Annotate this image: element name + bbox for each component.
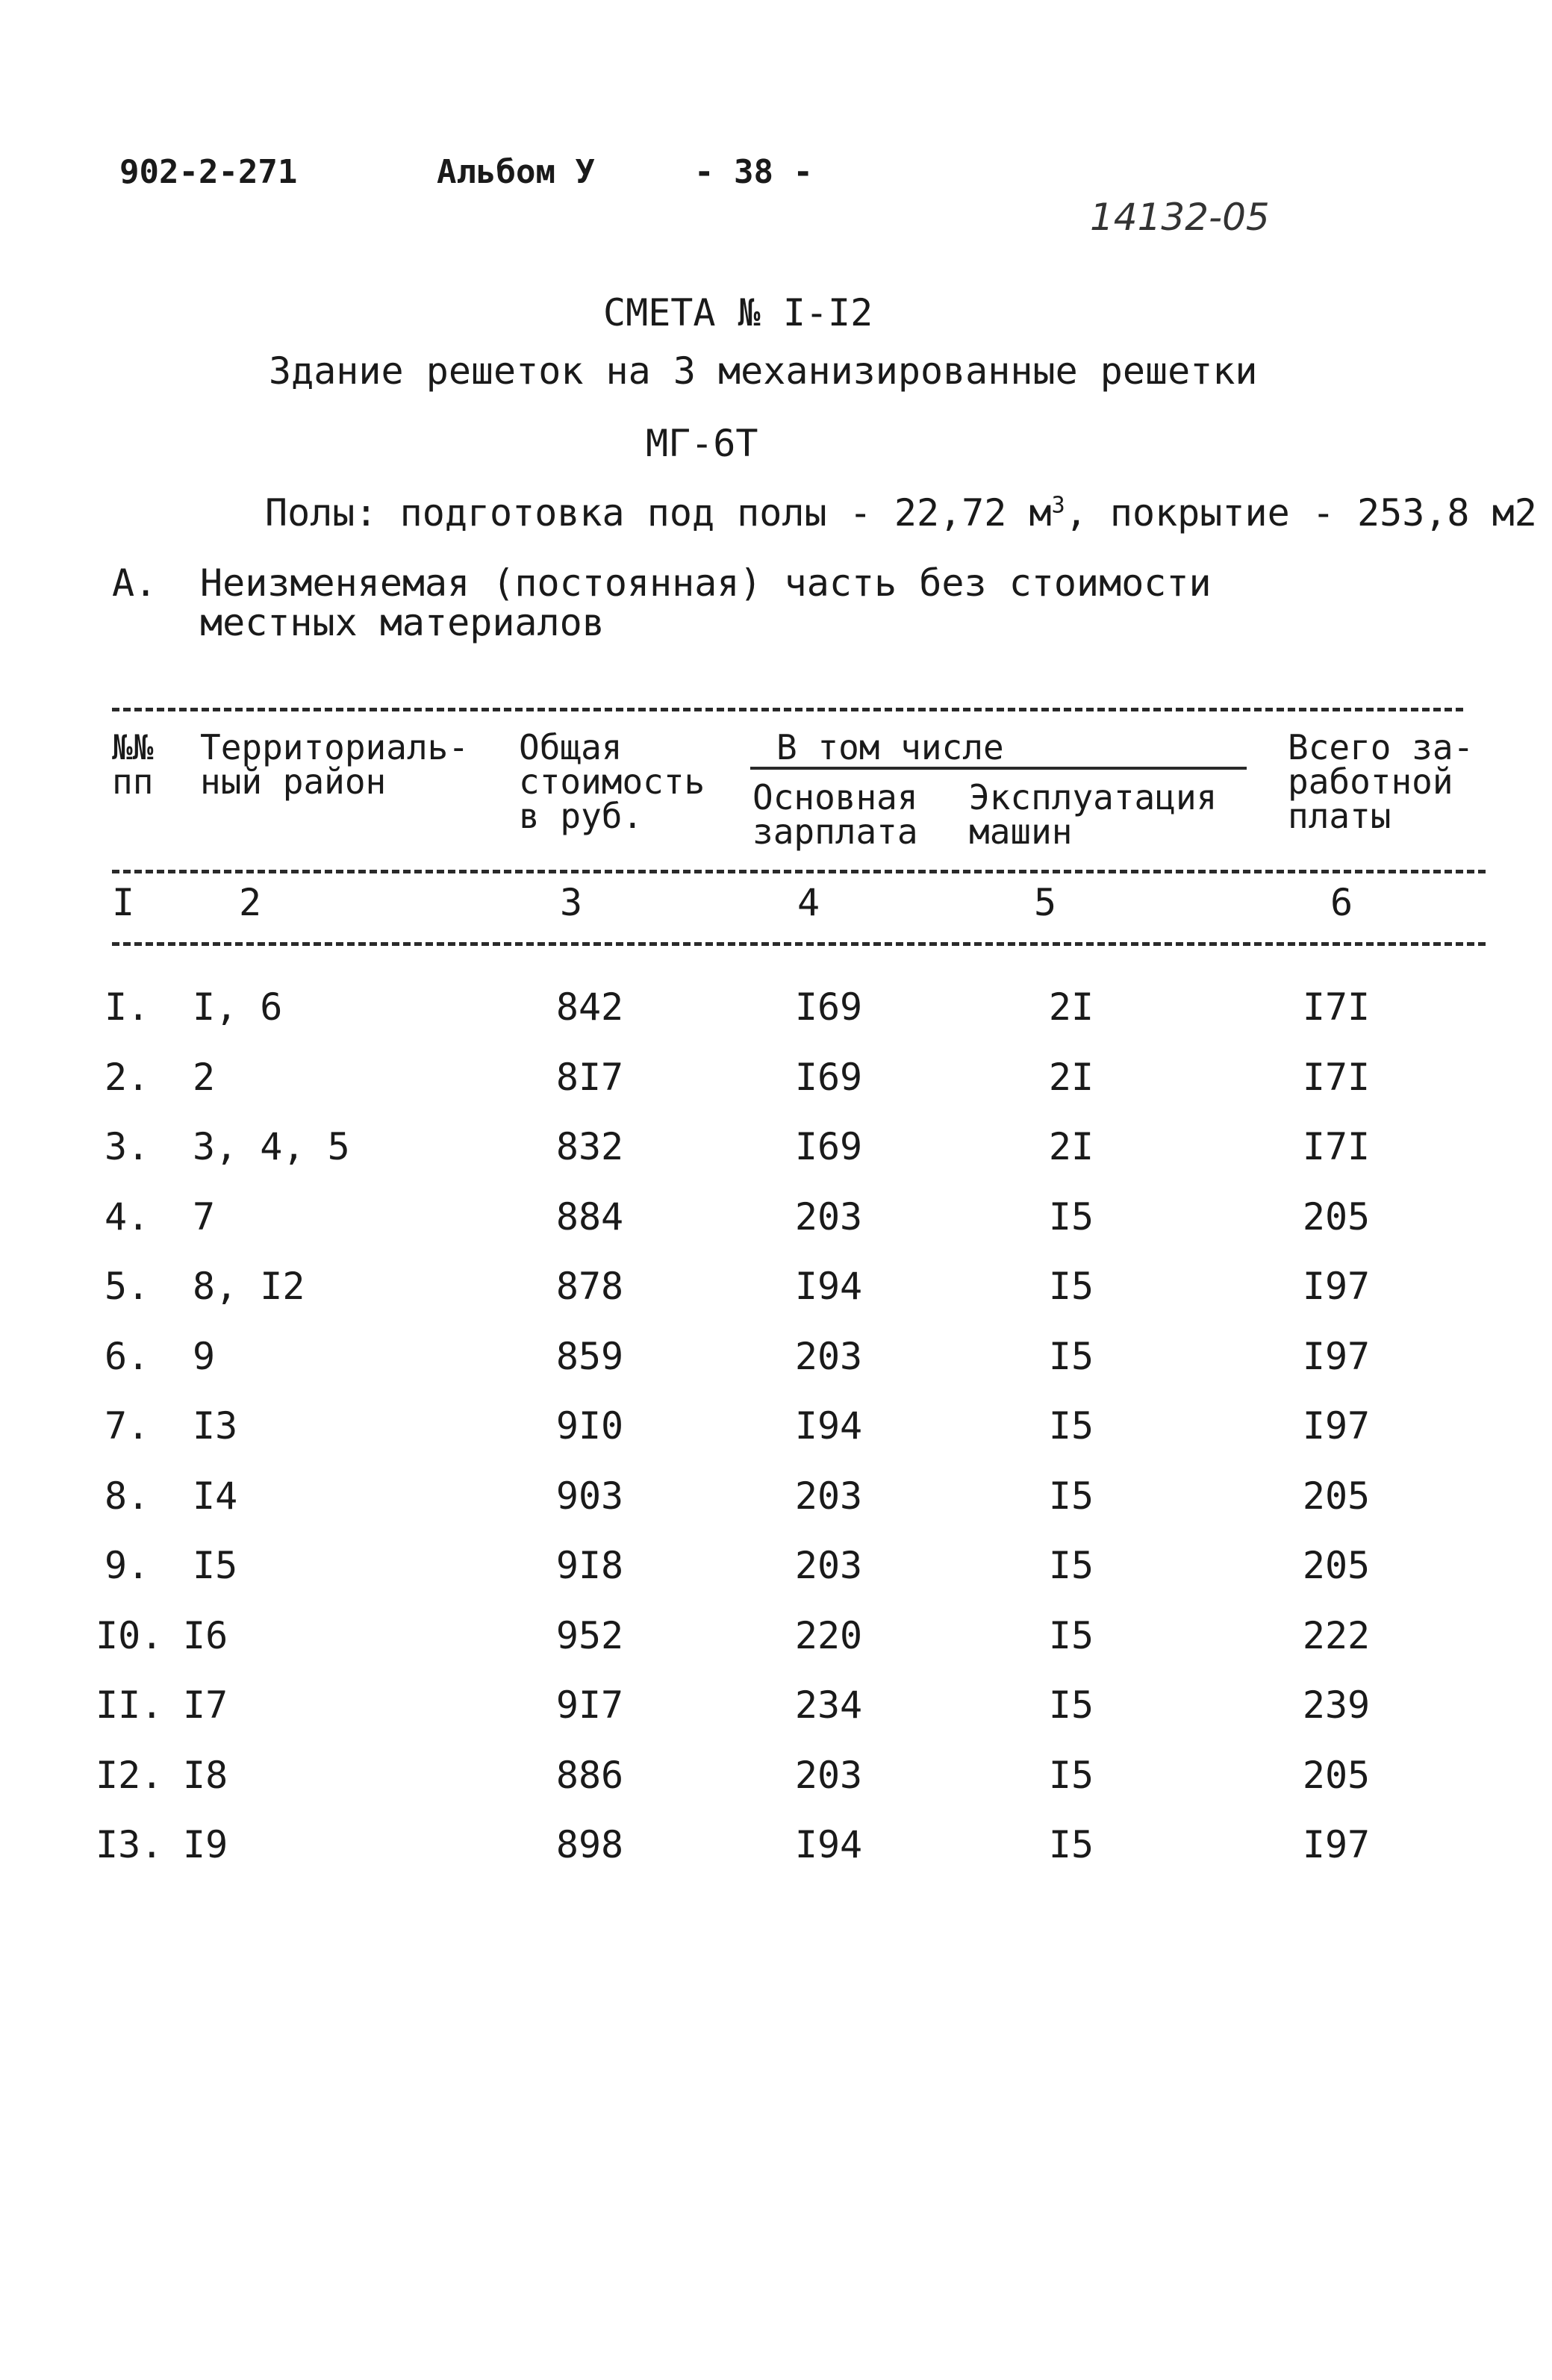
row-region: 3, 4, 5 xyxy=(193,1125,350,1168)
floors-suffix: , покрытие - 253,8 м2 xyxy=(1065,491,1537,535)
row-number: I. xyxy=(105,985,150,1029)
header-total-line-2: стоимость xyxy=(519,761,705,802)
row-total-cost: 903 xyxy=(555,1474,624,1518)
header-wages-line-3: платы xyxy=(1288,796,1391,836)
header-num xyxy=(112,727,154,802)
row-machines: I5 xyxy=(1048,1614,1094,1657)
header-machines-line-2: машин xyxy=(969,811,1073,852)
row-machines: I5 xyxy=(1048,1823,1094,1866)
header-wages-line-2: работной xyxy=(1288,761,1453,802)
col-number-6: 6 xyxy=(1330,881,1353,924)
floors-superscript: 3 xyxy=(1051,492,1065,519)
row-number: I0. xyxy=(96,1614,163,1657)
row-total-cost: 8I7 xyxy=(555,1056,624,1099)
row-machines: 2I xyxy=(1048,1125,1094,1168)
row-salary: 203 xyxy=(794,1195,863,1239)
row-total-cost: 9I8 xyxy=(555,1544,624,1587)
row-region: I5 xyxy=(193,1544,238,1587)
header-including-rule xyxy=(750,767,1247,770)
row-salary: 220 xyxy=(794,1614,863,1657)
row-salary: 203 xyxy=(794,1474,863,1518)
row-wages-total: I7I xyxy=(1302,985,1371,1029)
model-title: МГ-6Т xyxy=(646,422,758,465)
row-salary: 203 xyxy=(794,1544,863,1587)
section-line-1: Неизменяемая (постоянная) часть без стоимости xyxy=(200,561,1212,605)
header-region xyxy=(200,727,470,802)
floors-line xyxy=(265,491,1537,535)
header-total-line-3: в руб. xyxy=(519,796,643,836)
row-salary: 203 xyxy=(794,1754,863,1797)
row-total-cost: 9I7 xyxy=(555,1683,624,1727)
row-region: 2 xyxy=(193,1056,216,1099)
row-wages-total: I7I xyxy=(1302,1056,1371,1099)
row-wages-total: 205 xyxy=(1302,1195,1371,1239)
handwritten-note: 14132-05 xyxy=(1090,196,1270,239)
header-salary xyxy=(752,777,918,852)
estimate-title: СМЕТА № I-I2 xyxy=(603,291,873,334)
row-number: 2. xyxy=(105,1056,150,1099)
col-number-4: 4 xyxy=(797,881,820,924)
section-letter: А. xyxy=(112,561,158,605)
header-salary-line-1: Основная xyxy=(752,777,918,817)
row-machines: I5 xyxy=(1048,1265,1094,1308)
building-title: Здание решеток на 3 механизированные решетки xyxy=(269,349,1258,393)
row-wages-total: 222 xyxy=(1302,1614,1371,1657)
row-wages-total: I97 xyxy=(1302,1404,1371,1448)
row-total-cost: 886 xyxy=(555,1754,624,1797)
row-salary: I69 xyxy=(794,985,863,1029)
header-machines xyxy=(969,777,1218,852)
row-number: 6. xyxy=(105,1335,150,1378)
row-number: 3. xyxy=(105,1125,150,1168)
row-wages-total: 205 xyxy=(1302,1754,1371,1797)
header-region-line-2: ный район xyxy=(200,761,387,802)
row-total-cost: 859 xyxy=(555,1335,624,1378)
section-line-2: местных материалов xyxy=(200,601,605,644)
row-number: I2. xyxy=(96,1754,163,1797)
header-including: В том числе xyxy=(776,727,1004,767)
row-region: 9 xyxy=(193,1335,216,1378)
row-number: 5. xyxy=(105,1265,150,1308)
row-machines: I5 xyxy=(1048,1195,1094,1239)
header-total-cost xyxy=(519,727,705,836)
header-num-line-1: №№ xyxy=(112,727,154,767)
header-region-line-1: Территориаль- xyxy=(200,727,470,767)
row-machines: 2I xyxy=(1048,1056,1094,1099)
row-region: I8 xyxy=(183,1754,228,1797)
row-number: 4. xyxy=(105,1195,150,1239)
row-total-cost: 842 xyxy=(555,985,624,1029)
header-salary-line-2: зарплата xyxy=(752,811,918,852)
row-total-cost: 832 xyxy=(555,1125,624,1168)
row-total-cost: 952 xyxy=(555,1614,624,1657)
row-machines: I5 xyxy=(1048,1683,1094,1727)
row-region: 8, I2 xyxy=(193,1265,305,1308)
header-wages-total xyxy=(1288,727,1474,836)
row-total-cost: 9I0 xyxy=(555,1404,624,1448)
header-bottom-rule xyxy=(112,870,1486,873)
row-machines: I5 xyxy=(1048,1754,1094,1797)
header-total-line-1: Общая xyxy=(519,727,623,767)
floors-prefix: Полы: подготовка под полы - 22,72 м xyxy=(265,491,1052,535)
col-number-5: 5 xyxy=(1034,881,1057,924)
row-number: II. xyxy=(96,1683,163,1727)
table-top-rule xyxy=(112,708,1463,711)
row-salary: I69 xyxy=(794,1056,863,1099)
row-number: I3. xyxy=(96,1823,163,1866)
row-wages-total: I97 xyxy=(1302,1265,1371,1308)
row-region: I9 xyxy=(183,1823,228,1866)
row-machines: I5 xyxy=(1048,1544,1094,1587)
header-wages-line-1: Всего за- xyxy=(1288,727,1474,767)
row-region: I7 xyxy=(183,1683,228,1727)
col-number-1: I xyxy=(112,881,135,924)
row-number: 9. xyxy=(105,1544,150,1587)
row-machines: I5 xyxy=(1048,1404,1094,1448)
row-total-cost: 878 xyxy=(555,1265,624,1308)
row-wages-total: 205 xyxy=(1302,1544,1371,1587)
row-region: I4 xyxy=(193,1474,238,1518)
row-total-cost: 898 xyxy=(555,1823,624,1866)
col-number-3: 3 xyxy=(560,881,583,924)
col-number-2: 2 xyxy=(239,881,262,924)
row-wages-total: I97 xyxy=(1302,1823,1371,1866)
row-salary: I94 xyxy=(794,1823,863,1866)
row-wages-total: I97 xyxy=(1302,1335,1371,1378)
row-salary: I94 xyxy=(794,1265,863,1308)
row-total-cost: 884 xyxy=(555,1195,624,1239)
row-salary: I69 xyxy=(794,1125,863,1168)
row-machines: I5 xyxy=(1048,1474,1094,1518)
row-machines: I5 xyxy=(1048,1335,1094,1378)
row-wages-total: I7I xyxy=(1302,1125,1371,1168)
document-code: 902-2-271 xyxy=(119,153,298,191)
row-region: I6 xyxy=(183,1614,228,1657)
header-num-line-2: пп xyxy=(112,761,154,802)
row-region: 7 xyxy=(193,1195,216,1239)
row-salary: 234 xyxy=(794,1683,863,1727)
col-number-rule xyxy=(112,942,1486,946)
row-salary: I94 xyxy=(794,1404,863,1448)
row-salary: 203 xyxy=(794,1335,863,1378)
row-region: I3 xyxy=(193,1404,238,1448)
header-machines-line-1: Эксплуатация xyxy=(969,777,1218,817)
row-machines: 2I xyxy=(1048,985,1094,1029)
page-number: - 38 - xyxy=(694,153,813,191)
row-wages-total: 239 xyxy=(1302,1683,1371,1727)
row-region: I, 6 xyxy=(193,985,283,1029)
row-number: 8. xyxy=(105,1474,150,1518)
album-label: Альбом У xyxy=(437,153,595,191)
row-number: 7. xyxy=(105,1404,150,1448)
row-wages-total: 205 xyxy=(1302,1474,1371,1518)
